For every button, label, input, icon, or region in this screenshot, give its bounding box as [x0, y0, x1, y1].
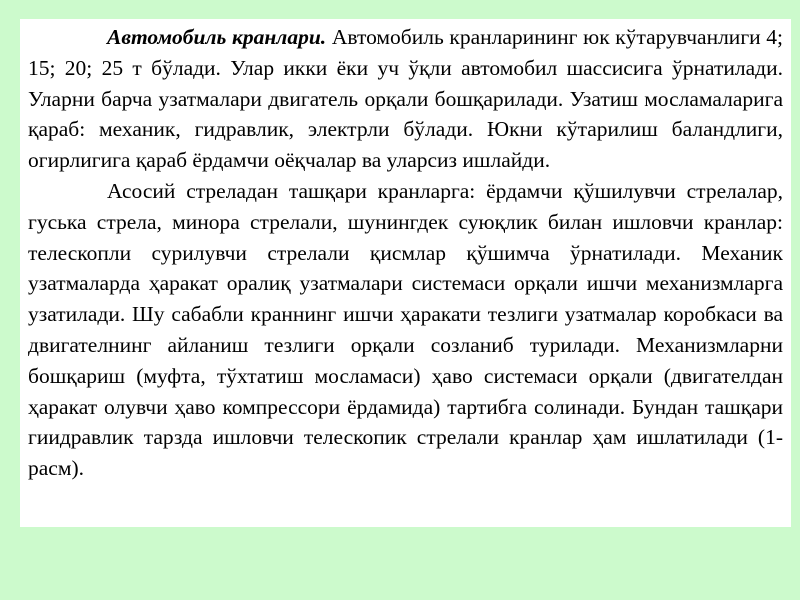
paragraph-1	[28, 22, 783, 176]
paragraph-1-text: Автомобиль кранларининг юк кўтарувчанлиги 4; 15; 20; 25 т бўлади. Улар икки ёки уч ўқли автомобил шассисига ўрнатилади. Уларни барча узатмалари двигатель орқали бошқарилади. Узатиш мосламаларига қараб: механик, гидравлик, электрли бўлади. Юкни кўтарилиш баландлиги, огирлигига қараб ёрдамчи оёқчалар ва уларсиз ишлайди.	[28, 25, 783, 173]
paragraph-2	[28, 176, 783, 484]
text-box	[20, 19, 791, 527]
paragraph-1-heading: Автомобиль кранлари.	[107, 25, 327, 49]
paragraph-2-text: Асосий стреладан ташқари кранларга: ёрдамчи қўшилувчи стрелалар, гуська стрела, минора стрелали, шунингдек суюқлик билан ишловчи кранлар: телескопли сурилувчи стрелали қисмлар қўшимча ўрнатилади. Механик узатмаларда ҳаракат оралиқ узатмалари системаси орқали ишчи механизмларга узатилади. Шу сабабли краннинг ишчи ҳаракати тезлиги узатмалар коробкаси ва двигателнинг айланиш тезлиги орқали созланиб турилади. Механизмларни бошқариш (муфта, тўхтатиш мосламаси) ҳаво системаси орқали (двигателдан ҳаракат олувчи ҳаво компрессори ёрдамида) тартибга солинади. Бундан ташқари гиидравлик тарзда ишловчи телескопик стрелали кранлар ҳам ишлатилади (1-расм).	[28, 178, 783, 481]
